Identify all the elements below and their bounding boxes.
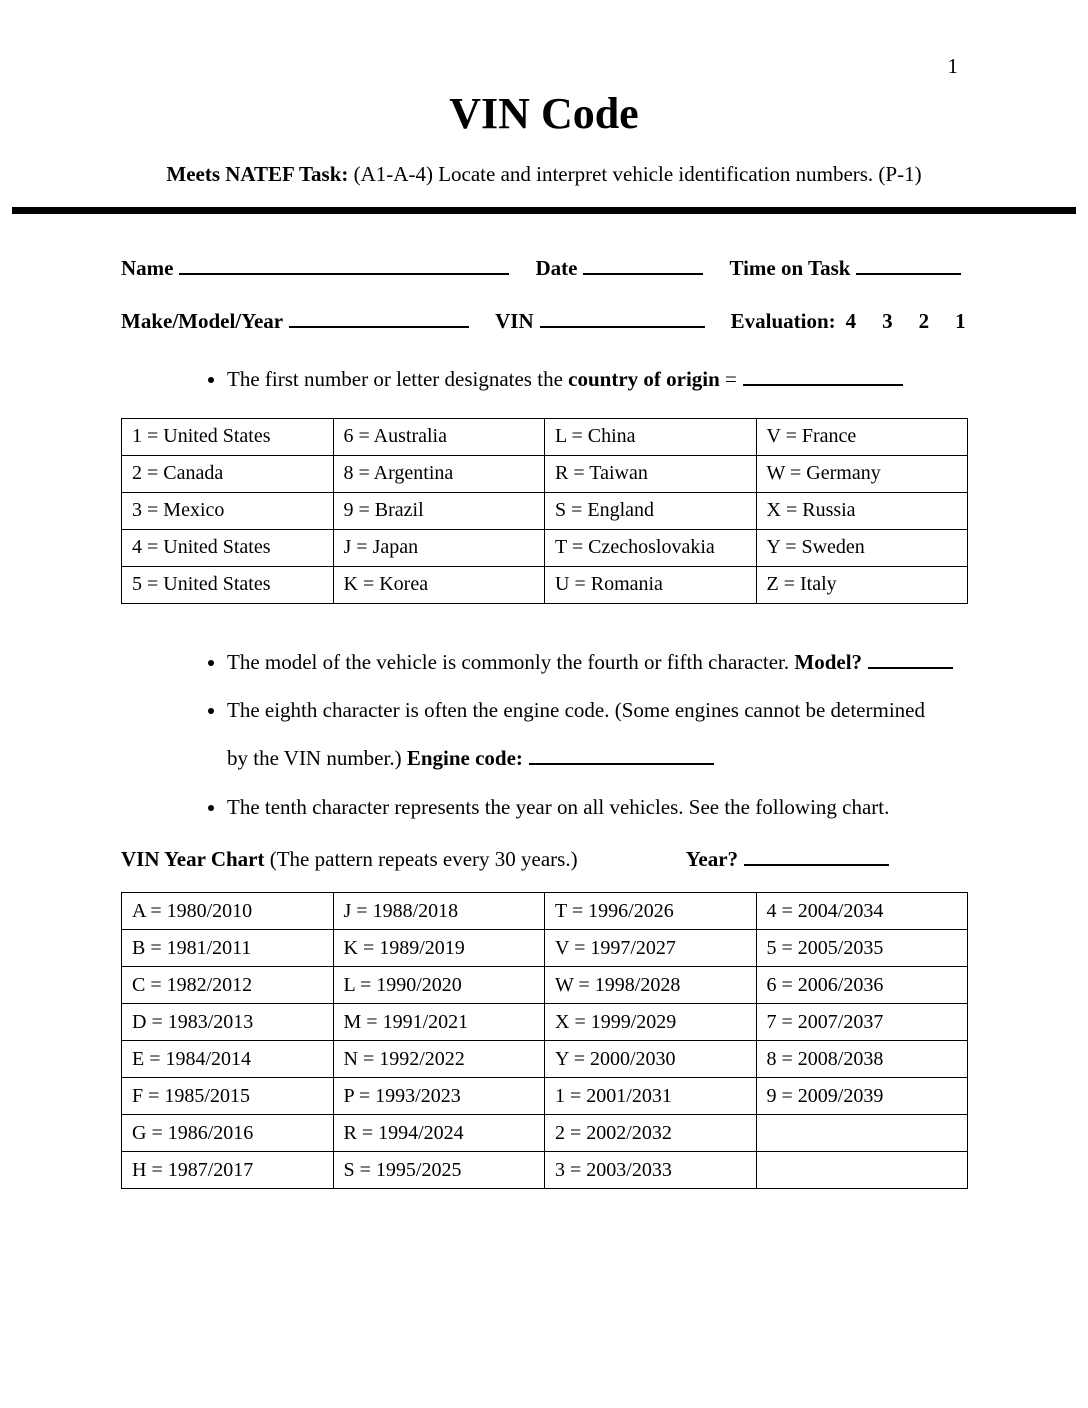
- engine-bullet-line1: The eighth character is often the engine code. (Some engines cannot be determined: [227, 698, 925, 723]
- table-cell: 3 = 2003/2033: [545, 1152, 757, 1189]
- evaluation-label: Evaluation:: [730, 309, 836, 334]
- table-cell: N = 1992/2022: [333, 1041, 545, 1078]
- table-cell: V = 1997/2027: [545, 930, 757, 967]
- origin-bullet-text: The first number or letter designates the: [227, 367, 569, 392]
- table-cell: P = 1993/2023: [333, 1078, 545, 1115]
- make-model-year-blank: [289, 307, 469, 328]
- engine-bullet-line2-text: by the VIN number.): [227, 746, 407, 771]
- table-cell: K = 1989/2019: [333, 930, 545, 967]
- table-cell: 7 = 2007/2037: [756, 1004, 968, 1041]
- table-row: [122, 566, 968, 603]
- table-cell: V = France: [756, 418, 968, 455]
- natef-task-text: (A1-A-4) Locate and interpret vehicle identification numbers. (P-1): [348, 162, 922, 187]
- table-cell: C = 1982/2012: [122, 967, 334, 1004]
- table-cell: M = 1991/2021: [333, 1004, 545, 1041]
- table-cell: T = 1996/2026: [545, 893, 757, 930]
- name-date-time-row: [121, 254, 968, 281]
- table-cell: T = Czechoslovakia: [545, 529, 757, 566]
- country-of-origin-table: [121, 418, 968, 604]
- table-cell: 1 = 2001/2031: [545, 1078, 757, 1115]
- table-row: [122, 1004, 968, 1041]
- table-cell: U = Romania: [545, 566, 757, 603]
- table-cell: D = 1983/2013: [122, 1004, 334, 1041]
- table-cell: 3 = Mexico: [122, 492, 334, 529]
- table-cell: Y = Sweden: [756, 529, 968, 566]
- table-row: [122, 418, 968, 455]
- evaluation-scale: 4 3 2 1: [845, 309, 967, 334]
- vin-label: VIN: [495, 309, 534, 334]
- table-cell: W = 1998/2028: [545, 967, 757, 1004]
- table-cell: 6 = Australia: [333, 418, 545, 455]
- model-bullet-text: The model of the vehicle is commonly the fourth or fifth character.: [227, 649, 795, 674]
- table-row: [122, 893, 968, 930]
- date-blank: [583, 254, 703, 275]
- table-cell: 1 = United States: [122, 418, 334, 455]
- table-cell: 9 = 2009/2039: [756, 1078, 968, 1115]
- name-blank: [179, 254, 509, 275]
- table-cell: R = Taiwan: [545, 455, 757, 492]
- table-cell: K = Korea: [333, 566, 545, 603]
- year-bullet: [227, 783, 968, 831]
- table-cell: L = 1990/2020: [333, 967, 545, 1004]
- model-bullet: [227, 638, 968, 686]
- origin-bullet-suffix: =: [719, 367, 737, 392]
- table-cell: Z = Italy: [756, 566, 968, 603]
- model-blank: [868, 648, 953, 669]
- engine-code-blank: [529, 744, 714, 765]
- table-cell: 4 = United States: [122, 529, 334, 566]
- table-cell: A = 1980/2010: [122, 893, 334, 930]
- table-cell: G = 1986/2016: [122, 1115, 334, 1152]
- table-row: [122, 492, 968, 529]
- table-cell: 5 = United States: [122, 566, 334, 603]
- table-cell: R = 1994/2024: [333, 1115, 545, 1152]
- origin-bullet-bold: country of origin: [568, 367, 720, 392]
- vin-year-chart-heading: [121, 845, 968, 872]
- origin-bullet: [227, 364, 968, 396]
- table-cell: H = 1987/2017: [122, 1152, 334, 1189]
- vin-year-table: [121, 892, 968, 1189]
- time-on-task-label: Time on Task: [729, 256, 851, 281]
- table-row: [122, 1041, 968, 1078]
- instruction-bullet-list: [121, 638, 968, 831]
- table-cell: E = 1984/2014: [122, 1041, 334, 1078]
- table-row: [122, 455, 968, 492]
- table-cell: J = Japan: [333, 529, 545, 566]
- table-cell: 8 = 2008/2038: [756, 1041, 968, 1078]
- document-content: [0, 254, 1088, 1189]
- table-cell: S = England: [545, 492, 757, 529]
- document-title: VIN Code: [449, 89, 639, 138]
- table-cell: 9 = Brazil: [333, 492, 545, 529]
- table-cell: W = Germany: [756, 455, 968, 492]
- table-row: [122, 967, 968, 1004]
- table-cell: 2 = 2002/2032: [545, 1115, 757, 1152]
- table-row: [122, 1078, 968, 1115]
- date-label: Date: [535, 256, 578, 281]
- horizontal-rule: [12, 207, 1076, 214]
- year-bullet-text: The tenth character represents the year on all vehicles. See the following chart.: [227, 794, 890, 819]
- table-cell: Y = 2000/2030: [545, 1041, 757, 1078]
- natef-task-label: Meets NATEF Task:: [166, 162, 349, 187]
- make-vin-evaluation-row: [121, 307, 968, 334]
- table-row: [122, 1115, 968, 1152]
- year-blank: [744, 845, 889, 866]
- year-label: Year?: [685, 847, 739, 872]
- origin-bullet-list: [121, 364, 968, 396]
- table-cell: [756, 1152, 968, 1189]
- time-on-task-blank: [856, 254, 961, 275]
- engine-bullet: [227, 686, 968, 783]
- table-cell: F = 1985/2015: [122, 1078, 334, 1115]
- table-cell: 8 = Argentina: [333, 455, 545, 492]
- table-cell: 5 = 2005/2035: [756, 930, 968, 967]
- table-cell: 4 = 2004/2034: [756, 893, 968, 930]
- vin-year-chart-subtitle: (The pattern repeats every 30 years.): [264, 847, 578, 872]
- table-cell: L = China: [545, 418, 757, 455]
- table-cell: B = 1981/2011: [122, 930, 334, 967]
- table-cell: 2 = Canada: [122, 455, 334, 492]
- country-of-origin-blank: [743, 365, 903, 386]
- table-row: [122, 529, 968, 566]
- table-row: [122, 930, 968, 967]
- model-bullet-bold: Model?: [794, 649, 863, 674]
- vin-year-chart-title: VIN Year Chart: [121, 847, 265, 872]
- vin-blank: [540, 307, 705, 328]
- table-cell: J = 1988/2018: [333, 893, 545, 930]
- table-cell: [756, 1115, 968, 1152]
- make-model-year-label: Make/Model/Year: [121, 309, 284, 334]
- name-label: Name: [121, 256, 174, 281]
- table-row: [122, 1152, 968, 1189]
- engine-code-label: Engine code:: [406, 746, 523, 771]
- table-cell: X = 1999/2029: [545, 1004, 757, 1041]
- page-number: 1: [947, 54, 958, 78]
- natef-task-line: [0, 162, 1088, 187]
- table-cell: X = Russia: [756, 492, 968, 529]
- table-cell: 6 = 2006/2036: [756, 967, 968, 1004]
- table-cell: S = 1995/2025: [333, 1152, 545, 1189]
